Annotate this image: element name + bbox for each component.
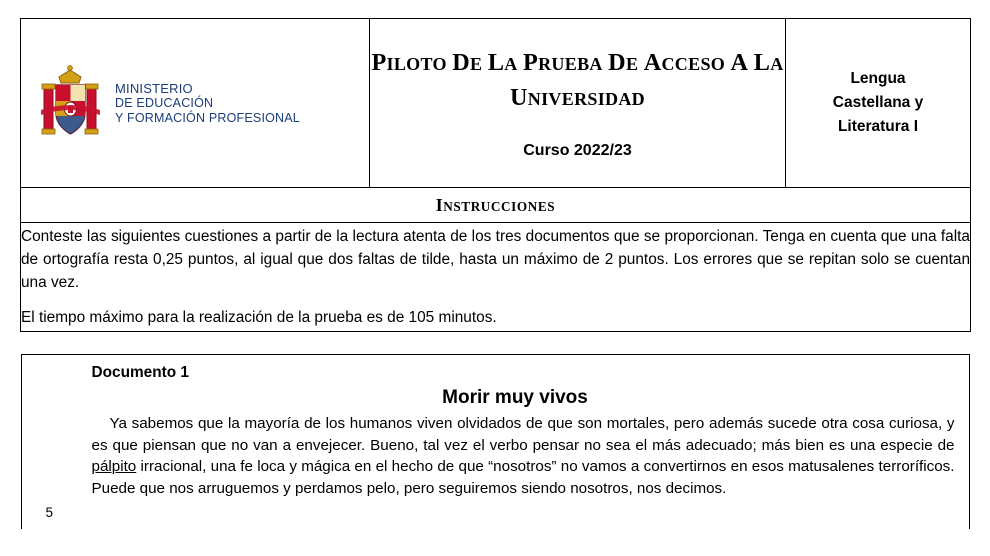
document-1-label: Documento 1: [91, 364, 189, 381]
exam-title-cell: [370, 19, 786, 188]
subject-line-2: Castellana y: [832, 94, 924, 111]
header-top-row: [21, 19, 971, 188]
ministry-line-3: Y FORMACIÓN PROFESIONAL: [115, 110, 300, 125]
ministry-line-1: MINISTERIO: [115, 80, 193, 96]
document-1-text-part-2: irracional, una fe loca y mágica en el hecho de que “nosotros” no vamos a convertirnos en esos matusalenes terroríficos. Puede que nos arruguemos y perdamos pelo, pero seguiremos siendo nosotros, nos decimos.: [91, 458, 955, 497]
document-1-underlined-word: pálpito: [91, 458, 137, 475]
document-1-box: [21, 354, 970, 529]
ministry-logo-cell: [21, 19, 370, 188]
logo-wrap: [21, 64, 369, 142]
line-number-5: 5: [45, 505, 54, 520]
exam-title-line-1: PILOTO DE LA PRUEBA DE ACCESO A LA: [371, 49, 784, 76]
course-label: Curso 2022/23: [523, 142, 632, 159]
subject-cell: [786, 19, 971, 188]
instructions-paragraph-2: El tiempo máximo para la realización de la prueba es de 105 minutos.: [21, 309, 497, 326]
ministry-line-2: DE EDUCACIÓN: [115, 95, 214, 110]
instructions-body-row: [21, 223, 971, 332]
instructions-paragraph-1: Conteste las siguientes cuestiones a partir de la lectura atenta de los tres documentos que se proporcionan. Tenga en cuenta que una falta de ortografía resta 0,25 puntos, al igual que dos faltas de tilde, hasta un máximo de 2 puntos. Los errores que se repitan solo se cuentan una vez.: [21, 228, 970, 291]
document-1-text-part-1: Ya sabemos que la mayoría de los humanos viven olvidados de que son mortales, pero además sucede otra cosa curiosa, y es que piensan que no van a envejecer. Bueno, tal vez el verbo pensar no sea el más adecuado; más bien es una especie de: [91, 415, 955, 454]
instructions-heading: INSTRUCCIONES: [21, 188, 971, 223]
instructions-heading-row: [21, 188, 971, 223]
document-1-title: Morir muy vivos: [442, 387, 588, 408]
exam-title-line-2: UNIVERSIDAD: [510, 84, 645, 111]
ministry-name: [115, 81, 300, 126]
instructions-body: [21, 223, 971, 332]
document-1-text: [92, 413, 955, 499]
header-table: [20, 18, 971, 332]
subject-line-1: Lengua: [850, 70, 906, 87]
spain-coat-of-arms-icon: [39, 64, 101, 142]
subject-line-3: Literatura I: [837, 118, 919, 135]
